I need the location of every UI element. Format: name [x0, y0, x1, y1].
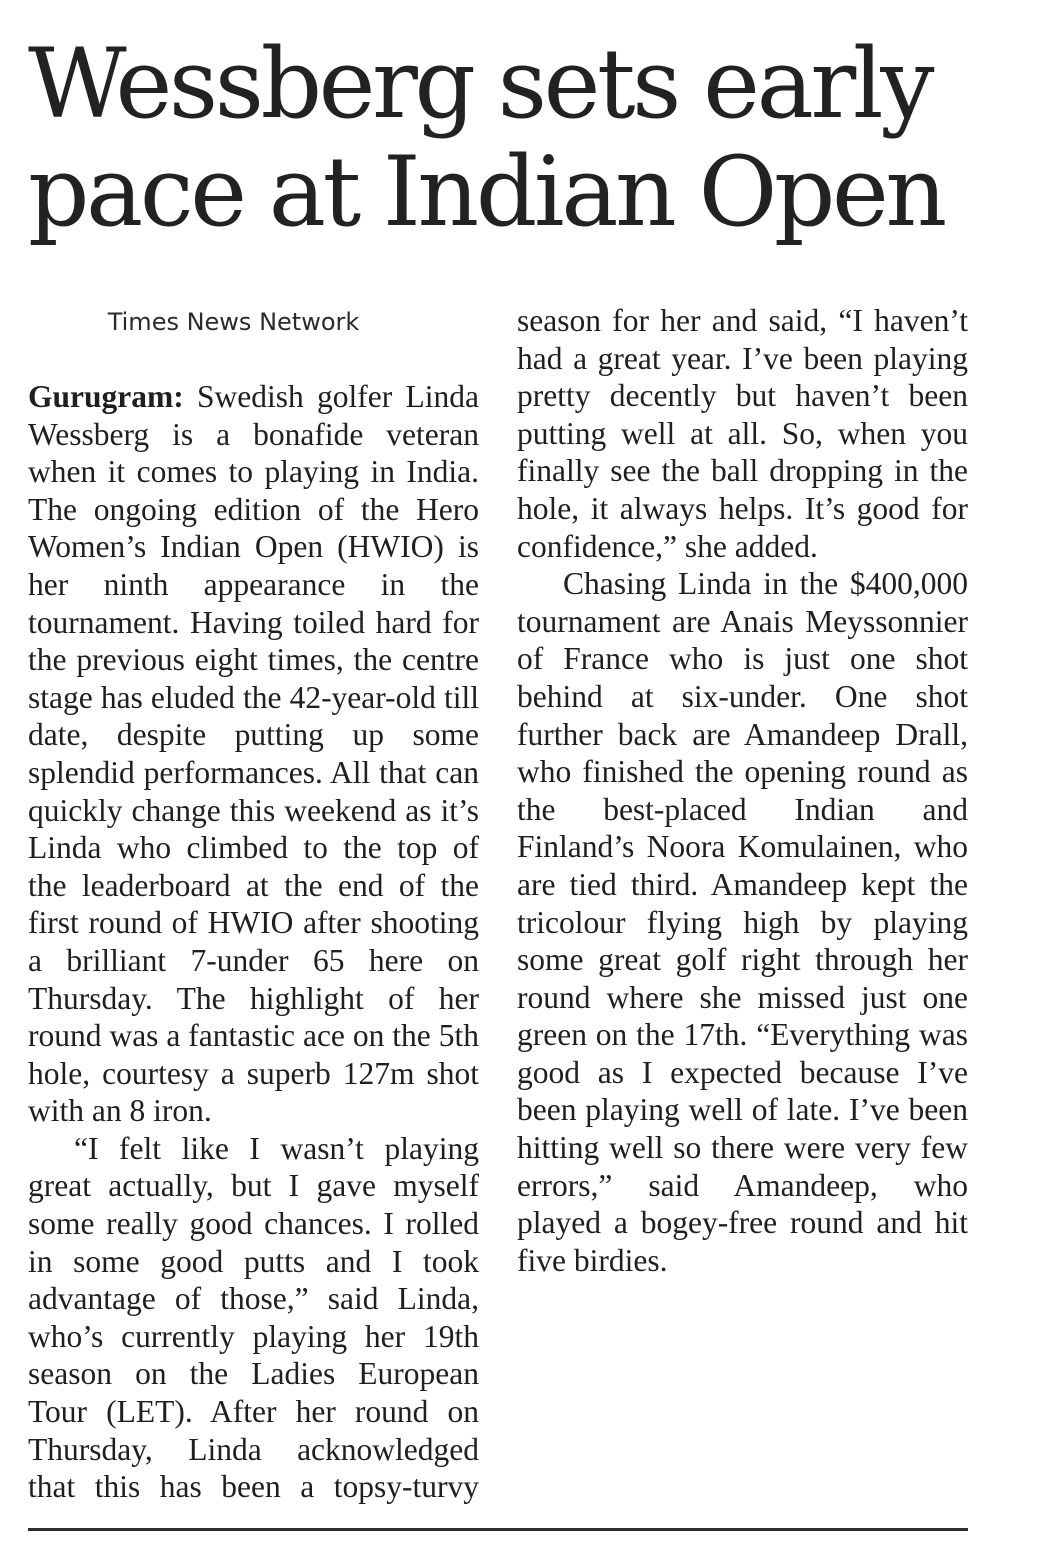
paragraph-1-text: Swedish golfer Linda Wessberg is a bonafide veteran when it comes to playing in India. The ongoing edition of the Hero Women’s Indian Open (HWIO) is her ninth appearance in the tournament. Having toiled hard for the previous eight times, the centre stage has eluded the 42-year-old till date, despite putting up some splendid performances. All that can quickly change this weekend as it’s Linda who climbed to the top of the leaderboard at the end of the first round of HWIO after shooting a brilliant 7-under 65 here on Thursday. The highlight of her round was a fantastic ace on the 5th hole, courtesy a superb 127m shot with an 8 iron.	[28, 379, 480, 1129]
bottom-rule	[28, 1528, 968, 1531]
paragraph-1	[28, 378, 479, 1130]
article-body	[28, 302, 968, 1512]
paragraph-3: Chasing Linda in the $400,000 tournament are Anais Meyssonnier of France who is just one shot behind at six-under. One shot further back are Amandeep Drall, who finished the opening round as the best-placed Indian and Finland’s Noora Komulainen, who are tied third. Amandeep kept the tricolour flying high by playing some great golf right through her round where she missed just one green on the 17th. “Everything was good as I expected because I’ve been playing well of late. I’ve been hitting well so there were very few errors,” said Amandeep, who played a bogey-free round and hit five birdies.	[517, 566, 968, 1278]
dateline: Gurugram:	[28, 379, 184, 414]
news-article	[28, 0, 968, 1553]
byline: Times News Network	[107, 308, 360, 336]
paragraph-2: “I felt like I wasn’t playing great actually, but I gave myself some really good chances. I rolled in some good putts and I took advantage of those,” said Linda, who’s currently playing her 19th season on the Ladies European Tour (LET). After her round on Thursday, Linda acknowledged that this has been a topsy-turvy season for her and said, “I haven’t had a great year. I’ve been playing pretty decently but haven’t been putting well at all. So, when you finally see the ball dropping in the hole, it always helps. It’s good for confidence,” she added.	[28, 303, 968, 1505]
headline: Wessberg sets early pace at Indian Open	[28, 28, 944, 248]
